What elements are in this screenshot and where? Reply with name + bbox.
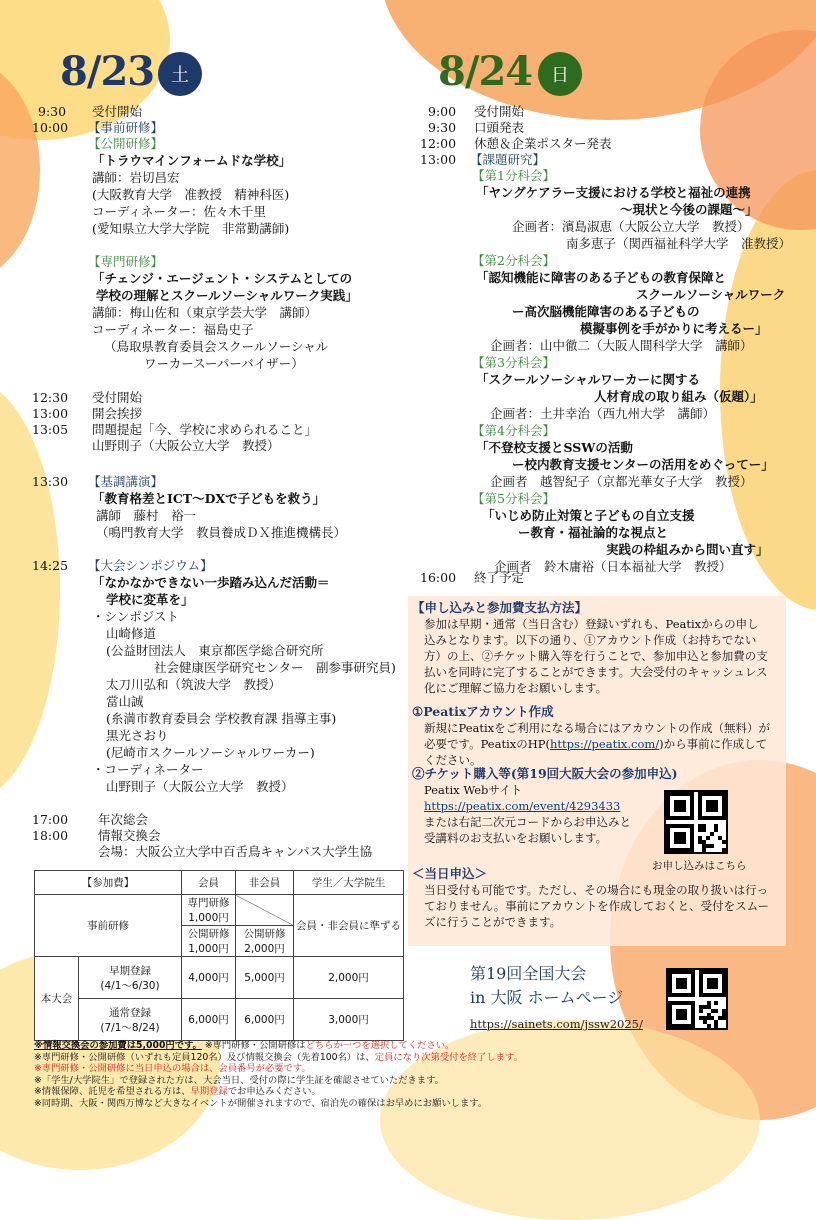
qr-finder bbox=[674, 800, 686, 812]
day1-weekday-badge: 土 bbox=[158, 52, 202, 96]
same-day-text: 当日受付も可能です。ただし、その場合にも現金の取り扱いは行っ bbox=[424, 883, 769, 897]
fee-value: 2,000円 bbox=[294, 957, 404, 999]
session-title: 「なかなかできない一歩踏み込んだ活動＝ bbox=[92, 575, 330, 590]
schedule-item: 休憩＆企業ポスター発表 bbox=[474, 136, 612, 151]
section-heading: 【大会シンポジウム】 bbox=[88, 558, 213, 573]
account-text-part: 必要です。PeatixのHP( bbox=[424, 737, 551, 751]
panelist-affiliation: (公益財団法人 東京都医学総合研究所 bbox=[106, 643, 324, 658]
breakout-title: 「不登校支援とSSWの活動 bbox=[476, 440, 633, 455]
time: 14:25 bbox=[32, 558, 69, 573]
note-part: ※情報保障、託児を希望される方は、 bbox=[34, 1086, 191, 1097]
section-heading: 【公開研修】 bbox=[88, 136, 164, 151]
time: 13:05 bbox=[32, 422, 69, 437]
role-label: ・シンポジスト bbox=[92, 609, 179, 624]
schedule-item: 年次総会 bbox=[98, 812, 149, 827]
time: 17:00 bbox=[32, 812, 69, 827]
qr-finder bbox=[676, 1009, 688, 1021]
breakout-heading: 【第2分科会】 bbox=[472, 253, 555, 268]
breakout-title: 「いじめ防止対策と子どもの自立支援 bbox=[482, 508, 695, 523]
breakout-heading: 【第3分科会】 bbox=[472, 355, 555, 370]
schedule-item: 受付開始 bbox=[92, 104, 143, 119]
qr-caption: お申し込みはこちら bbox=[652, 860, 747, 872]
breakout-title: ～現状と今後の課題～」 bbox=[620, 202, 758, 217]
panelist: 當山誠 bbox=[106, 694, 144, 709]
account-text-part: )から事前に作成して bbox=[659, 737, 768, 751]
fee-value: 4,000円 bbox=[182, 957, 236, 999]
speaker-affiliation: (大阪教育大学 准教授 精神科医) bbox=[92, 187, 290, 202]
coordinator-affiliation: ワーカースーパーバイザー） bbox=[144, 356, 304, 371]
qr-module bbox=[714, 828, 718, 832]
breakout-title: 「ヤングケアラー支援における学校と福祉の連携 bbox=[476, 185, 751, 200]
session-title: 「チェンジ・エージェント・システムとしての bbox=[92, 271, 353, 286]
account-text: ください。 bbox=[424, 753, 482, 767]
homepage-url[interactable]: https://sainets.com/jssw2025/ bbox=[470, 1017, 643, 1031]
panelist: 黒光さおり bbox=[106, 728, 169, 743]
qr-module bbox=[722, 848, 726, 852]
fee-sublabel: 通常登録 bbox=[109, 1006, 151, 1019]
homepage-title: in 大阪 ホームページ bbox=[470, 988, 624, 1007]
note-line bbox=[34, 1052, 523, 1064]
fee-sublabel: 早期登録 bbox=[109, 964, 151, 977]
breakout-title: 実践の枠組みから問い直す」 bbox=[606, 542, 769, 557]
schedule-item: 受付開始 bbox=[474, 104, 525, 119]
fee-value: 5,000円 bbox=[236, 957, 294, 999]
ticket-text: Peatix Webサイト bbox=[424, 783, 523, 797]
time: 9:00 bbox=[428, 104, 457, 119]
qr-module bbox=[702, 828, 706, 832]
breakout-title: 「スクールソーシャルワーカーに関する bbox=[476, 372, 701, 387]
fee-value: 1,000円 bbox=[188, 943, 229, 955]
breakout-title: ー高次脳機能障害のある子どもの bbox=[512, 304, 700, 319]
application-heading: 【申し込みと参加費支払方法】 bbox=[412, 600, 588, 615]
notes bbox=[34, 1040, 523, 1109]
breakout-heading: 【第4分科会】 bbox=[472, 423, 555, 438]
same-day-text: ズに行うことができます。 bbox=[424, 915, 562, 929]
fee-cell bbox=[79, 999, 182, 1041]
application-text: 化にご理解ご協力をお願いします。 bbox=[424, 681, 608, 695]
fee-value: 6,000円 bbox=[236, 999, 294, 1041]
qr-module bbox=[714, 1001, 718, 1005]
fee-row-label: 本大会 bbox=[35, 957, 79, 1041]
time: 13:00 bbox=[32, 406, 69, 421]
homepage-title: 第19回全国大会 bbox=[470, 964, 587, 983]
section-heading: 【課題研究】 bbox=[470, 152, 546, 167]
qr-module bbox=[710, 844, 714, 848]
day2-date: 8/24 bbox=[438, 48, 533, 95]
fee-sublabel: 専門研修 bbox=[187, 897, 230, 909]
speaker: 講師：岩切昌宏 bbox=[92, 170, 180, 185]
coordinator: コーディネーター：福島史子 bbox=[92, 322, 254, 337]
time: 13:30 bbox=[32, 474, 69, 489]
note-line: ※同時期、大阪・関西万博など大きなイベントが開催されますので、宿泊先の確保はお早めにお願いします。 bbox=[34, 1097, 488, 1109]
note-part: ※専門研修・公開研修は bbox=[204, 1040, 306, 1051]
note-line: ※専門研修・公開研修に当日申込の場合は、会員番号が必要です。 bbox=[34, 1063, 311, 1074]
fee-value: 1,000円 bbox=[188, 912, 229, 924]
fee-period: (7/1～8/24) bbox=[100, 1021, 160, 1034]
schedule-item: 口頭発表 bbox=[474, 120, 525, 135]
qr-module bbox=[714, 1009, 718, 1013]
fee-sublabel: 公開研修 bbox=[187, 928, 230, 940]
panelist-affiliation: (糸満市教育委員会 学校教育課 指導主事) bbox=[106, 711, 337, 726]
application-text: 方）の上、②チケット購入等を行うことで、参加申込と参加費の支 bbox=[424, 649, 768, 663]
fee-header-cell: 会員 bbox=[182, 871, 236, 895]
time: 16:00 bbox=[420, 570, 457, 585]
coordinator: 山野則子（大阪公立大学 教授） bbox=[106, 779, 294, 794]
fee-table bbox=[34, 870, 404, 1041]
schedule-item: 開会挨拶 bbox=[92, 406, 143, 421]
note-part: 早期登録 bbox=[190, 1086, 228, 1097]
breakout-heading: 【第1分科会】 bbox=[472, 168, 555, 183]
schedule-item: 受付開始 bbox=[92, 390, 143, 405]
organizer: 企画者：山中徹二（大阪人間科学大学 講師） bbox=[490, 338, 753, 353]
peatix-home-link[interactable]: https://peatix.com/ bbox=[550, 737, 660, 751]
ticket-text: 受講料のお支払いをお願いします。 bbox=[424, 831, 608, 845]
session-title: 「教育格差とICT～DXで子どもを救う」 bbox=[92, 491, 326, 506]
breakout-title: 模擬事例を手がかりに考えるー」 bbox=[580, 321, 768, 336]
same-day-text: ておりません。事前にアカウントを作成しておくと、受付をスムー bbox=[424, 899, 769, 913]
qr-module bbox=[699, 1009, 703, 1013]
same-day-heading: ＜当日申込＞ bbox=[412, 866, 488, 881]
fee-header-cell: 学生／大学院生 bbox=[294, 871, 404, 895]
note-line: ※「学生/大学院生」で登録された方は、大会当日、受付の際に学生証を確認させていただきます。 bbox=[34, 1074, 444, 1086]
time: 9:30 bbox=[38, 104, 67, 119]
account-text bbox=[424, 736, 767, 752]
panelist-affiliation: 社会健康医学研究センター 副参事研究員) bbox=[154, 660, 396, 675]
time: 12:00 bbox=[420, 136, 457, 151]
fee-header-cell: 【参加費】 bbox=[35, 871, 182, 895]
qr-finder bbox=[706, 800, 718, 812]
fee-period: (4/1～6/30) bbox=[100, 979, 160, 992]
organizer: 企画者：土井幸治（西九州大学 講師） bbox=[490, 406, 716, 421]
qr-finder bbox=[674, 832, 686, 844]
speaker: 講師：梅山佐和（東京学芸大学 講師） bbox=[92, 305, 318, 320]
ticket-heading: ②チケット購入等(第19回大阪大会の参加申込) bbox=[412, 766, 678, 781]
role-label: ・コーディネーター bbox=[92, 762, 204, 777]
fee-sublabel: 公開研修 bbox=[243, 928, 286, 940]
speaker: 山野則子（大阪公立大学 教授） bbox=[92, 438, 280, 453]
account-text: 新規にPeatixをご利用になる場合にはアカウントの作成（無料）が bbox=[424, 721, 771, 735]
note-part: でお申込みください。 bbox=[227, 1086, 321, 1097]
time: 9:30 bbox=[428, 120, 457, 135]
fee-cell bbox=[79, 957, 182, 999]
ticket-text: または右記二次元コードからお申込みと bbox=[424, 815, 631, 829]
breakout-title: 人材育成の取り組み（仮題）」 bbox=[594, 389, 763, 404]
breakout-title: 「認知機能に障害のある子どもの教育保障と bbox=[476, 270, 727, 285]
time: 10:00 bbox=[32, 120, 69, 135]
breakout-heading: 【第5分科会】 bbox=[472, 491, 555, 506]
speaker: 講師 藤村 裕一 bbox=[96, 508, 197, 523]
note-part: ※専門研修・公開研修（いずれも定員120名）及び情報交換会（先着100名）は、 bbox=[34, 1051, 375, 1063]
organizer: 企画者 越智紀子（京都光華女子大学 教授） bbox=[490, 474, 753, 489]
time: 13:00 bbox=[420, 152, 457, 167]
coordinator-affiliation: （鳥取県教育委員会スクールソーシャル bbox=[104, 339, 329, 354]
peatix-event-link[interactable]: https://peatix.com/event/4293433 bbox=[424, 799, 621, 813]
section-heading: 【基調講演】 bbox=[88, 474, 164, 489]
qr-module bbox=[706, 836, 710, 840]
fee-cell bbox=[182, 895, 236, 926]
schedule-item: 情報交換会 bbox=[98, 828, 161, 843]
fee-cell: 会員・非会員に準ずる bbox=[294, 895, 404, 957]
speaker-affiliation: （鳴門教育大学 教員養成ＤＸ推進機構長） bbox=[96, 525, 347, 540]
schedule-item: 終了予定 bbox=[474, 570, 525, 585]
section-heading: 【専門研修】 bbox=[88, 254, 164, 269]
note-part: ※情報交換会の参加費は5,000円です。 bbox=[34, 1040, 202, 1051]
time: 12:30 bbox=[32, 390, 69, 405]
panelist: 山崎修道 bbox=[106, 626, 157, 641]
qr-module bbox=[714, 1024, 718, 1028]
panelist-affiliation: (尼崎市スクールソーシャルワーカー) bbox=[106, 745, 315, 760]
day1-date: 8/23 bbox=[60, 48, 155, 95]
session-title: 学校に変革を」 bbox=[106, 592, 194, 607]
venue: 会場：大阪公立大学中百舌鳥キャンパス大学生協 bbox=[98, 844, 373, 859]
fee-cell bbox=[182, 926, 236, 957]
organizer: 企画者：濱島淑恵（大阪公立大学 教授） bbox=[512, 219, 750, 234]
session-title: 「トラウマインフォームドな学校」 bbox=[92, 153, 292, 168]
coordinator-affiliation: (愛知県立大学大学院 非常勤講師) bbox=[92, 221, 290, 236]
organizer: 南多恵子（関西福祉科学大学 准教授） bbox=[566, 236, 792, 251]
breakout-title: スクールソーシャルワーク bbox=[636, 287, 786, 302]
fee-value: 3,000円 bbox=[294, 999, 404, 1041]
application-text: 参加は早期・通常（当日含む）登録いずれも、Peatixからの申し bbox=[424, 617, 759, 631]
schedule-item: 問題提起「今、学校に求められること」 bbox=[92, 422, 318, 437]
fee-value: 6,000円 bbox=[182, 999, 236, 1041]
panelist: 太刀川弘和（筑波大学 教授） bbox=[106, 677, 282, 692]
account-heading: ①Peatixアカウント作成 bbox=[412, 704, 554, 719]
coordinator: コーディネーター：佐々木千里 bbox=[92, 204, 267, 219]
breakout-title: ー教育・福祉論的な視点と bbox=[518, 525, 669, 540]
time: 18:00 bbox=[32, 828, 69, 843]
fee-header-cell: 非会員 bbox=[236, 871, 294, 895]
fee-cell bbox=[236, 926, 294, 957]
breakout-title: ー校内教育支援センターの活用をめぐってー」 bbox=[512, 457, 774, 472]
day2-weekday-badge: 日 bbox=[538, 52, 582, 96]
qr-finder bbox=[676, 978, 688, 990]
note-part: どちらか一つを選択してください。 bbox=[305, 1040, 455, 1051]
note-line bbox=[34, 1040, 523, 1052]
session-title: 学校の理解とスクールソーシャルワーク実践」 bbox=[96, 288, 358, 303]
note-line bbox=[34, 1086, 523, 1098]
qr-module bbox=[702, 848, 706, 852]
fee-empty-cell bbox=[236, 895, 294, 926]
qr-module bbox=[710, 832, 714, 836]
application-text: 払いを同時に完了することができます。大会受付のキャッシュレス bbox=[424, 665, 768, 679]
qr-code-apply[interactable] bbox=[664, 790, 728, 854]
bg-blob-yellow-midleft bbox=[0, 380, 60, 800]
organizer: 企画者 鈴木庸裕（日本福祉大学 教授） bbox=[494, 559, 732, 574]
qr-code-homepage[interactable] bbox=[666, 968, 728, 1030]
application-text: 込みとなります。以下の通り、①アカウント作成（お持ちでない bbox=[424, 633, 757, 647]
qr-module bbox=[722, 840, 726, 844]
qr-finder bbox=[707, 978, 719, 990]
fee-row-label: 事前研修 bbox=[35, 895, 182, 957]
qr-module bbox=[707, 1024, 711, 1028]
section-heading: 【事前研修】 bbox=[88, 120, 164, 135]
note-part: 定員になり次第受付を終了します。 bbox=[374, 1051, 523, 1063]
qr-module bbox=[722, 1016, 726, 1020]
fee-value: 2,000円 bbox=[244, 943, 285, 955]
